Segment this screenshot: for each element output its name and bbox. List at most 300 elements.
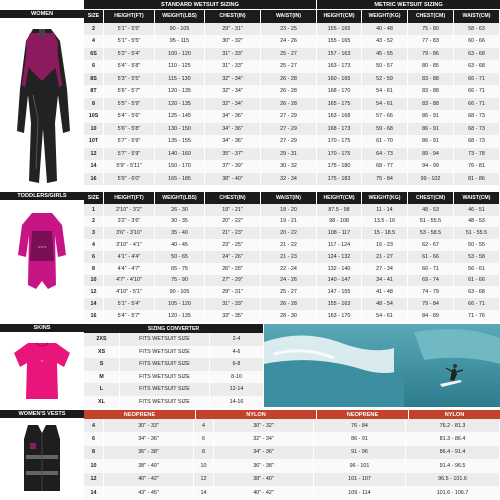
table-cell: 50 - 55 — [454, 239, 500, 251]
table-cell: 45 - 55 — [362, 48, 408, 61]
table-cell: 5'5" - 5'9" — [104, 98, 155, 111]
table-row — [84, 459, 500, 472]
table-cell: 110 - 125 — [155, 60, 205, 73]
table-cell: 61 - 66 — [408, 251, 454, 263]
table-cell: 165 - 175 — [317, 98, 362, 111]
table-row — [84, 85, 500, 98]
table-cell: 160 - 165 — [317, 73, 362, 86]
table-cell: 36" - 38" — [214, 459, 314, 472]
table-cell: 86.4 - 91.4 — [406, 446, 500, 459]
table-cell: 6 — [84, 432, 104, 445]
table-cell: 21 - 27 — [362, 251, 408, 263]
table-cell: 108 - 117 — [317, 227, 362, 239]
column-header: WAIST(IN) — [261, 10, 317, 23]
table-cell: 2-4 — [210, 333, 264, 346]
toddlers-sizing-table — [84, 192, 500, 322]
table-header-row — [84, 192, 500, 204]
table-cell: 19" - 21" — [205, 204, 261, 216]
table-cell: 29" - 31" — [205, 286, 261, 298]
table-cell: 13.5 - 16 — [362, 216, 408, 228]
table-cell: 86 - 91 — [314, 432, 406, 445]
toddlers-section-label: TODDLERS/GIRLS — [0, 192, 84, 200]
table-cell: 10S — [84, 110, 104, 123]
table-cell: 4'10" - 5'1" — [104, 286, 155, 298]
women-sizing-table — [84, 10, 500, 190]
table-cell: 34" - 36" — [205, 110, 261, 123]
table-cell: 61 - 70 — [362, 135, 408, 148]
table-cell: 4'1" - 4'4" — [104, 251, 155, 263]
table-row — [84, 98, 500, 111]
table-row — [84, 486, 500, 499]
table-cell: 66 - 71 — [454, 98, 500, 111]
table-cell: 40" - 42" — [214, 486, 314, 499]
table-cell: 124 - 132 — [317, 251, 362, 263]
table-cell: 25 - 27 — [261, 48, 317, 61]
table-cell: 66 - 71 — [408, 263, 454, 275]
table-cell: 53 - 58.5 — [408, 227, 454, 239]
column-header: WEIGHT(KG) — [362, 10, 408, 23]
table-cell: 37" - 39" — [205, 160, 261, 173]
table-cell: 50 - 57 — [362, 60, 408, 73]
table-row — [84, 298, 500, 310]
table-cell: 36" - 38" — [104, 446, 194, 459]
table-cell: FITS WETSUIT SIZE — [120, 396, 210, 409]
table-cell: 26 - 30 — [155, 204, 205, 216]
converter-header: SIZING CONVERTER — [84, 324, 264, 333]
table-cell: 21 - 22 — [261, 239, 317, 251]
table-cell: 14 — [84, 160, 104, 173]
table-cell: 86 - 91 — [408, 123, 454, 136]
table-row — [84, 216, 500, 228]
table-cell: 34" - 36" — [205, 135, 261, 148]
table-cell: 18 - 20 — [261, 204, 317, 216]
table-row — [84, 204, 500, 216]
table-cell: L — [84, 383, 120, 396]
table-cell: 69 - 74 — [408, 275, 454, 287]
table-cell: 8S — [84, 73, 104, 86]
table-cell: 87.5 - 98 — [317, 204, 362, 216]
table-cell: 3'2" - 3'6" — [104, 216, 155, 228]
table-cell: 163 - 170 — [317, 310, 362, 322]
rashguard-icon — [0, 333, 84, 408]
table-cell: 5'1" - 5'4" — [104, 298, 155, 310]
table-cell: 147 - 155 — [317, 286, 362, 298]
table-cell: FITS WETSUIT SIZE — [120, 333, 210, 346]
table-cell: 140 - 160 — [155, 148, 205, 161]
vests-section-label: WOMEN'S VESTS — [0, 410, 84, 418]
table-row — [84, 419, 500, 432]
table-cell: 24" - 26" — [205, 251, 261, 263]
table-cell: 155 - 165 — [317, 35, 362, 48]
table-cell: 24 - 26 — [261, 275, 317, 287]
table-cell: 76.2 - 81.3 — [406, 419, 500, 432]
table-cell: FITS WETSUIT SIZE — [120, 383, 210, 396]
table-cell: 26 - 28 — [261, 85, 317, 98]
table-cell: 175 - 183 — [317, 173, 362, 186]
table-row — [84, 310, 500, 322]
table-cell: 14 — [84, 486, 104, 499]
life-vest-icon — [0, 419, 84, 500]
table-cell: 41 - 48 — [362, 286, 408, 298]
column-header: CHEST(IN) — [205, 192, 261, 204]
table-cell: 50 - 65 — [155, 251, 205, 263]
table-cell: 40 - 45 — [155, 239, 205, 251]
column-header: WAIST(CM) — [454, 10, 500, 23]
table-cell: 3 — [84, 227, 104, 239]
table-cell: 95 - 115 — [155, 35, 205, 48]
table-cell: 28 - 30 — [261, 310, 317, 322]
table-cell: 86 - 91 — [408, 110, 454, 123]
table-row — [84, 60, 500, 73]
table-cell: 84 - 89 — [408, 310, 454, 322]
table-row — [84, 432, 500, 445]
table-cell: 165 - 185 — [155, 173, 205, 186]
table-cell: 31" - 33" — [205, 48, 261, 61]
table-cell: 59 - 68 — [362, 123, 408, 136]
table-cell: 46 - 51 — [454, 204, 500, 216]
table-row — [84, 135, 500, 148]
table-cell: 5'4" - 5'7" — [104, 310, 155, 322]
table-cell: 120 - 135 — [155, 310, 205, 322]
table-cell: 90 - 105 — [155, 286, 205, 298]
table-cell: 26" - 28" — [205, 263, 261, 275]
table-row — [84, 251, 500, 263]
table-cell: 2 — [84, 23, 104, 36]
table-cell: 27 - 29 — [261, 135, 317, 148]
table-cell: 63 - 68 — [454, 48, 500, 61]
table-cell: 15 - 18.5 — [362, 227, 408, 239]
table-cell: 66 - 71 — [454, 85, 500, 98]
table-cell: 6S — [84, 48, 104, 61]
table-cell: 117 - 124 — [317, 239, 362, 251]
table-cell: XS — [84, 346, 120, 359]
table-cell: 75 - 80 — [408, 23, 454, 36]
table-cell: 35 - 40 — [155, 227, 205, 239]
table-cell: 115 - 130 — [155, 73, 205, 86]
table-cell: 96.5 - 101.6 — [406, 473, 500, 486]
table-cell: 81.3 - 86.4 — [406, 432, 500, 445]
column-header: WEIGHT(LBS) — [155, 192, 205, 204]
table-cell: 38" - 40" — [104, 459, 194, 472]
column-header: WAIST(CM) — [454, 192, 500, 204]
table-cell: 170 - 175 — [317, 148, 362, 161]
table-cell: 29 - 31 — [261, 148, 317, 161]
skins-section-label: SKINS — [0, 324, 84, 332]
table-cell: FITS WETSUIT SIZE — [120, 371, 210, 384]
table-cell: 96 - 101 — [314, 459, 406, 472]
table-cell: 62 - 67 — [408, 239, 454, 251]
column-header: HEIGHT(FT) — [104, 10, 155, 23]
table-row — [84, 346, 264, 359]
table-cell: 12 — [84, 286, 104, 298]
table-cell: 60 - 66 — [454, 35, 500, 48]
table-cell: 79 - 84 — [408, 298, 454, 310]
table-cell: 26 - 28 — [261, 73, 317, 86]
table-cell: 23" - 25" — [205, 239, 261, 251]
skins-converter-table — [84, 324, 264, 408]
table-cell: 16 - 23 — [362, 239, 408, 251]
table-cell: 20" - 22" — [205, 216, 261, 228]
metric-sizing-header: METRIC WETSUIT SIZING — [317, 0, 500, 9]
table-cell: 130 - 150 — [155, 123, 205, 136]
table-cell: 12-14 — [210, 383, 264, 396]
table-cell: 100 - 120 — [155, 48, 205, 61]
table-cell: 8 — [84, 446, 104, 459]
table-cell: 27 - 29 — [261, 110, 317, 123]
table-cell: 101 - 107 — [314, 473, 406, 486]
table-cell: 40 - 48 — [362, 23, 408, 36]
table-row — [84, 396, 264, 409]
table-cell: 168 - 170 — [317, 85, 362, 98]
table-cell: 32" - 34" — [214, 432, 314, 445]
table-cell: 2XS — [84, 333, 120, 346]
table-cell: 91 - 96 — [314, 446, 406, 459]
table-cell: 26 - 28 — [261, 98, 317, 111]
table-cell: 83 - 88 — [408, 85, 454, 98]
table-cell: 51 - 55.5 — [408, 216, 454, 228]
table-cell: 40" - 42" — [104, 473, 194, 486]
table-row — [84, 173, 500, 186]
table-row — [84, 73, 500, 86]
table-cell: 11 - 14 — [362, 204, 408, 216]
vests-nylon-header: NYLON — [196, 410, 316, 419]
table-cell: 43" - 45" — [104, 486, 194, 499]
table-cell: 30 - 32 — [261, 160, 317, 173]
table-cell: 32" - 34" — [205, 98, 261, 111]
table-cell: 5'9" - 6'0" — [104, 173, 155, 186]
column-header: SIZE — [84, 10, 104, 23]
table-cell: 80 - 85 — [408, 60, 454, 73]
table-cell: 1 — [84, 204, 104, 216]
table-cell: 163 - 173 — [317, 60, 362, 73]
table-cell: 83 - 88 — [408, 73, 454, 86]
table-cell: 12 — [84, 148, 104, 161]
table-cell: 10 — [84, 123, 104, 136]
table-row — [84, 446, 500, 459]
svg-text:~~~: ~~~ — [37, 245, 47, 251]
table-cell: 8T — [84, 85, 104, 98]
table-cell: XL — [84, 396, 120, 409]
table-cell: 94 - 99 — [408, 160, 454, 173]
table-cell: 31" - 33" — [205, 298, 261, 310]
table-cell: 155 - 163 — [317, 298, 362, 310]
table-cell: 10T — [84, 135, 104, 148]
table-cell: 155 - 165 — [317, 23, 362, 36]
table-cell: 64 - 73 — [362, 148, 408, 161]
table-cell: 8 — [84, 98, 104, 111]
table-cell: 4 — [84, 239, 104, 251]
table-cell: 86 - 91 — [408, 135, 454, 148]
women-wetsuit-image — [0, 19, 84, 189]
table-cell: 10 — [194, 459, 214, 472]
column-header: HEIGHT(CM) — [317, 192, 362, 204]
surfing-photo — [264, 324, 500, 407]
table-cell: 30" - 32" — [214, 419, 314, 432]
women-section-label: WOMEN — [0, 10, 84, 18]
table-cell: 14-16 — [210, 396, 264, 409]
column-header: WAIST(IN) — [261, 192, 317, 204]
table-cell: S — [84, 358, 120, 371]
table-cell: 38" - 40" — [214, 473, 314, 486]
table-cell: 150 - 170 — [155, 160, 205, 173]
table-cell: 105 - 120 — [155, 298, 205, 310]
column-header: CHEST(CM) — [408, 192, 454, 204]
table-cell: 2'10" - 3'2" — [104, 204, 155, 216]
table-cell: 5'1" - 5'5" — [104, 23, 155, 36]
table-cell: 66 - 71 — [454, 298, 500, 310]
table-cell: 75 - 90 — [155, 275, 205, 287]
table-cell: 66 - 71 — [454, 73, 500, 86]
table-row — [84, 383, 264, 396]
table-cell: 4'7" - 4'10" — [104, 275, 155, 287]
column-header: CHEST(CM) — [408, 10, 454, 23]
table-cell: 33" - 35" — [205, 310, 261, 322]
table-cell: 21 - 23 — [261, 251, 317, 263]
table-cell: 140 - 147 — [317, 275, 362, 287]
standard-sizing-header: STANDARD WETSUIT SIZING — [84, 0, 316, 9]
table-cell: 12 — [84, 473, 104, 486]
table-cell: 32" - 34" — [205, 85, 261, 98]
table-cell: 120 - 135 — [155, 85, 205, 98]
table-cell: 74 - 79 — [408, 286, 454, 298]
table-row — [84, 358, 264, 371]
table-cell: 21" - 23" — [205, 227, 261, 239]
table-cell: 54 - 61 — [362, 310, 408, 322]
table-cell: 25 - 27 — [261, 60, 317, 73]
table-cell: 89 - 94 — [408, 148, 454, 161]
table-cell: 58 - 63 — [454, 23, 500, 36]
table-cell: 30" - 33" — [104, 419, 194, 432]
table-row — [84, 286, 500, 298]
table-cell: 27" - 29" — [205, 275, 261, 287]
table-cell: 48 - 53 — [408, 204, 454, 216]
table-row — [84, 263, 500, 275]
table-cell: 27 - 29 — [261, 123, 317, 136]
table-cell: 68 - 77 — [362, 160, 408, 173]
table-cell: 51 - 55.5 — [454, 227, 500, 239]
table-row — [84, 23, 500, 36]
column-header: SIZE — [84, 192, 104, 204]
table-cell: 32 - 34 — [261, 173, 317, 186]
table-header-row — [84, 10, 500, 23]
table-cell: 61 - 66 — [454, 275, 500, 287]
table-cell: 5'1" - 5'5" — [104, 35, 155, 48]
table-cell: 32" - 34" — [205, 73, 261, 86]
table-cell: 54 - 61 — [362, 85, 408, 98]
table-cell: 68 - 73 — [454, 135, 500, 148]
table-cell: 30 - 35 — [155, 216, 205, 228]
vests-neoprene-metric-header: NEOPRENE — [317, 410, 408, 419]
table-row — [84, 110, 500, 123]
column-header: HEIGHT(FT) — [104, 192, 155, 204]
table-cell: 91.4 - 96.5 — [406, 459, 500, 472]
table-cell: 43 - 52 — [362, 35, 408, 48]
table-cell: 168 - 173 — [317, 123, 362, 136]
table-cell: 4'4" - 4'7" — [104, 263, 155, 275]
table-cell: 54 - 61 — [362, 98, 408, 111]
table-cell: 125 - 145 — [155, 110, 205, 123]
table-cell: 22 - 24 — [261, 263, 317, 275]
table-cell: 16 — [84, 310, 104, 322]
table-cell: 5'7" - 5'9" — [104, 148, 155, 161]
table-cell: 52 - 59 — [362, 73, 408, 86]
table-cell: 6 — [84, 251, 104, 263]
table-cell: 25 - 27 — [261, 286, 317, 298]
table-cell: 135 - 155 — [155, 135, 205, 148]
table-cell: 4 — [194, 419, 214, 432]
column-header: WEIGHT(KG) — [362, 192, 408, 204]
table-cell: 170 - 175 — [317, 135, 362, 148]
table-cell: 6 — [194, 432, 214, 445]
table-cell: 26 - 28 — [261, 298, 317, 310]
table-cell: 8 — [84, 263, 104, 275]
table-cell: 53 - 58 — [454, 251, 500, 263]
women-wetsuit-icon — [0, 19, 84, 189]
table-cell: FITS WETSUIT SIZE — [120, 346, 210, 359]
table-cell: 76 - 81 — [454, 160, 500, 173]
table-cell: 27 - 34 — [362, 263, 408, 275]
table-cell: 34" - 36" — [205, 123, 261, 136]
table-cell: FITS WETSUIT SIZE — [120, 358, 210, 371]
vests-nylon-metric-header: NYLON — [409, 410, 500, 419]
table-cell: 34" - 36" — [214, 446, 314, 459]
table-cell: 132 - 140 — [317, 263, 362, 275]
table-cell: 99 - 102 — [408, 173, 454, 186]
table-cell: 98 - 108 — [317, 216, 362, 228]
table-cell: 56 - 61 — [454, 263, 500, 275]
table-cell: 101.6 - 106.7 — [406, 486, 500, 499]
table-cell: 163 - 168 — [317, 110, 362, 123]
table-row — [84, 333, 264, 346]
table-cell: 16 — [84, 173, 104, 186]
table-cell: 35" - 37" — [205, 148, 261, 161]
table-cell: 109 - 114 — [314, 486, 406, 499]
table-cell: 75 - 84 — [362, 173, 408, 186]
svg-text:~: ~ — [40, 359, 44, 365]
table-row — [84, 48, 500, 61]
table-cell: 81 - 86 — [454, 173, 500, 186]
column-header: HEIGHT(CM) — [317, 10, 362, 23]
table-cell: 73 - 78 — [454, 148, 500, 161]
table-cell: 48 - 54 — [362, 298, 408, 310]
table-row — [84, 148, 500, 161]
table-cell: 24 - 26 — [261, 35, 317, 48]
vests-neoprene-header: NEOPRENE — [84, 410, 195, 419]
table-cell: 79 - 86 — [408, 48, 454, 61]
table-cell: 3'6" - 3'10" — [104, 227, 155, 239]
table-cell: 77 - 83 — [408, 35, 454, 48]
table-cell: 71 - 76 — [454, 310, 500, 322]
toddlers-wetsuit-image — [0, 201, 84, 321]
table-cell: 3'10" - 4'1" — [104, 239, 155, 251]
table-cell: 34" - 36" — [104, 432, 194, 445]
table-cell: 23 - 25 — [261, 23, 317, 36]
table-cell: 19 - 21 — [261, 216, 317, 228]
table-row — [84, 35, 500, 48]
converter-header-row — [84, 324, 264, 333]
table-cell: 20 - 22 — [261, 227, 317, 239]
surfer-wave-image — [264, 324, 500, 407]
table-cell: 48 - 53 — [454, 216, 500, 228]
table-cell: 57 - 66 — [362, 110, 408, 123]
skins-rashguard-image — [0, 333, 84, 408]
column-header: WEIGHT(LBS) — [155, 10, 205, 23]
table-cell: 120 - 135 — [155, 98, 205, 111]
table-cell: 5'7" - 5'9" — [104, 135, 155, 148]
table-cell: 5'6" - 5'7" — [104, 85, 155, 98]
table-cell: M — [84, 371, 120, 384]
table-cell: 5'4" - 5'8" — [104, 60, 155, 73]
